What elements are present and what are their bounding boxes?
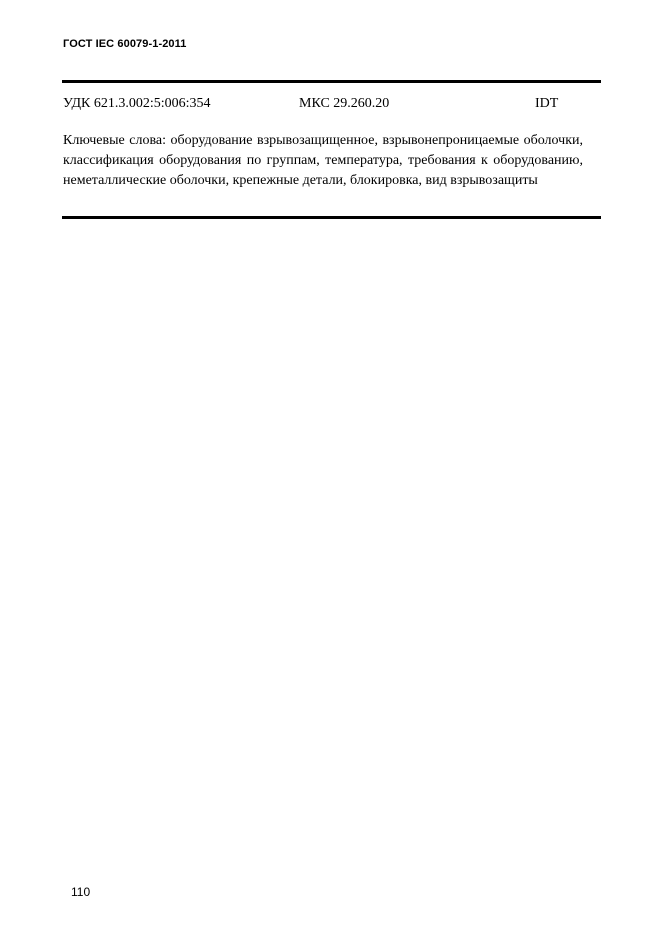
document-header: ГОСТ IEC 60079-1-2011 — [63, 38, 187, 50]
page-number: 110 — [71, 885, 91, 899]
idt-marker: IDT — [535, 96, 559, 111]
classification-row — [63, 95, 601, 113]
keywords-paragraph: Ключевые слова: оборудование взрывозащищенное, взрывонепроницаемые оболочки, классификация оборудования по группам, температура, требования к оборудованию, неметаллические оболочки, крепежные детали, блокировка, вид взрывозащиты — [63, 133, 583, 188]
top-divider — [62, 80, 601, 83]
mks-code: МКС 29.260.20 — [299, 96, 390, 111]
udk-code: УДК 621.3.002:5:006:354 — [63, 96, 211, 111]
bottom-divider — [62, 216, 601, 219]
